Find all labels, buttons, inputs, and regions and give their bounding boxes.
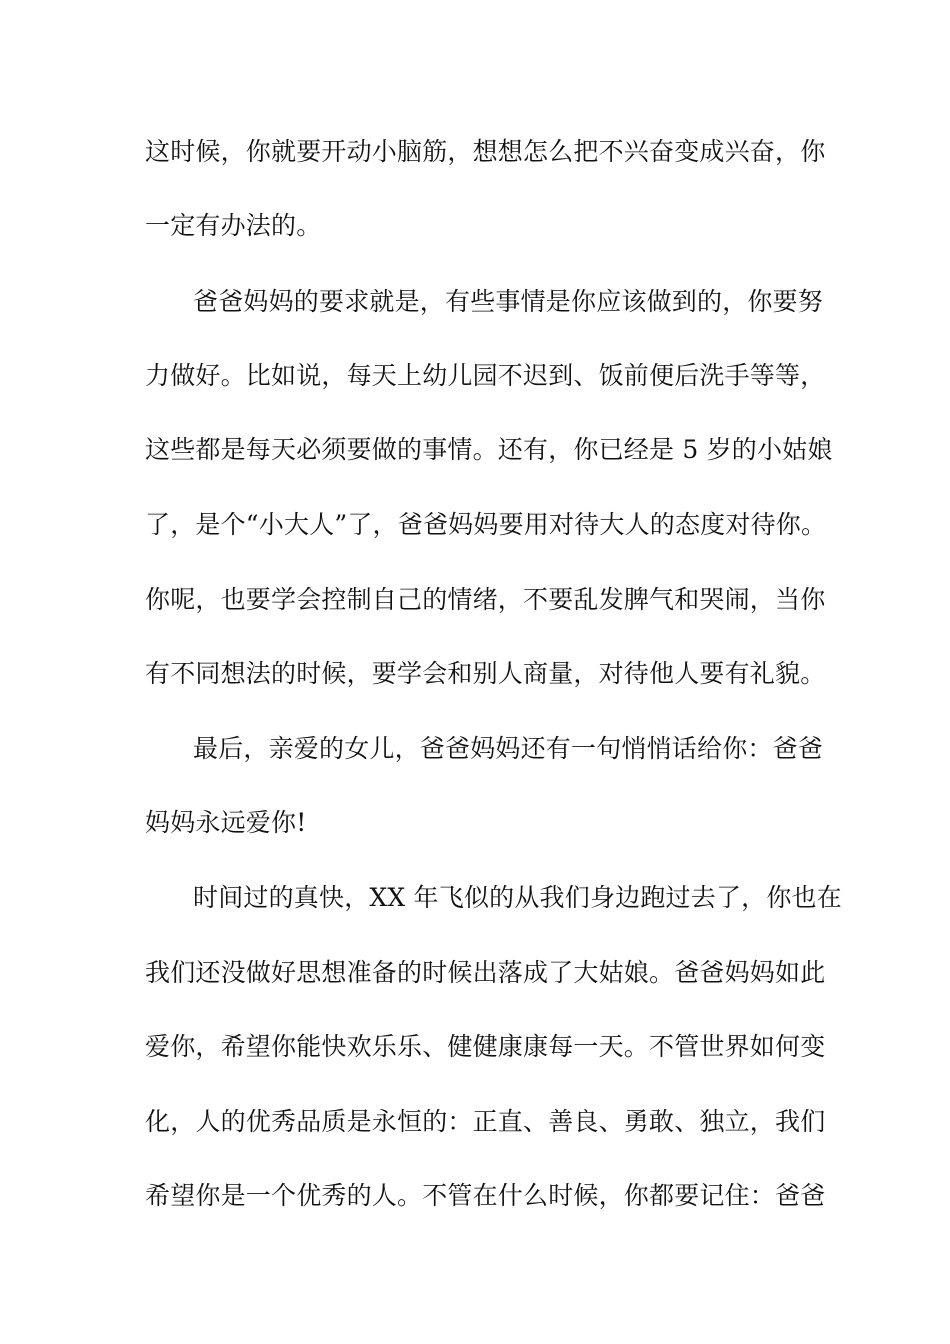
text-line: 了，是个“小大人”了，爸爸妈妈要用对待大人的态度对待你。 [145,510,827,539]
text-line: 力做好。比如说，每天上幼儿园不迟到、饭前便后洗手等等， [145,361,826,390]
text-line: 一定有办法的。 [145,211,322,240]
text-line: 有不同想法的时候，要学会和别人商量，对待他人要有礼貌。 [145,659,826,688]
paragraph-first-line: 最后，亲爱的女儿，爸爸妈妈还有一句悄悄话给你：爸爸 [193,734,824,763]
text-line: 我们还没做好思想准备的时候出落成了大姑娘。爸爸妈妈如此 [145,958,826,987]
text-line: 这些都是每天必须要做的事情。还有，你已经是 5 岁的小姑娘 [145,435,833,464]
text-line: 希望你是一个优秀的人。不管在什么时候，你都要记住：爸爸 [145,1181,826,1210]
text-line: 化，人的优秀品质是永恒的：正直、善良、勇敢、独立，我们 [145,1107,826,1136]
paragraph-first-line: 爸爸妈妈的要求就是，有些事情是你应该做到的，你要努 [193,287,824,316]
text-line: 妈妈永远爱你! [145,808,307,837]
text-line: 你呢，也要学会控制自己的情绪，不要乱发脾气和哭闹，当你 [145,585,826,614]
text-line: 爱你，希望你能快欢乐乐、健健康康每一天。不管世界如何变 [145,1032,826,1061]
paragraph-first-line: 时间过的真快，XX 年飞似的从我们身边跑过去了，你也在 [193,883,842,912]
text-line: 这时候，你就要开动小脑筋，想想怎么把不兴奋变成兴奋，你 [145,137,826,166]
